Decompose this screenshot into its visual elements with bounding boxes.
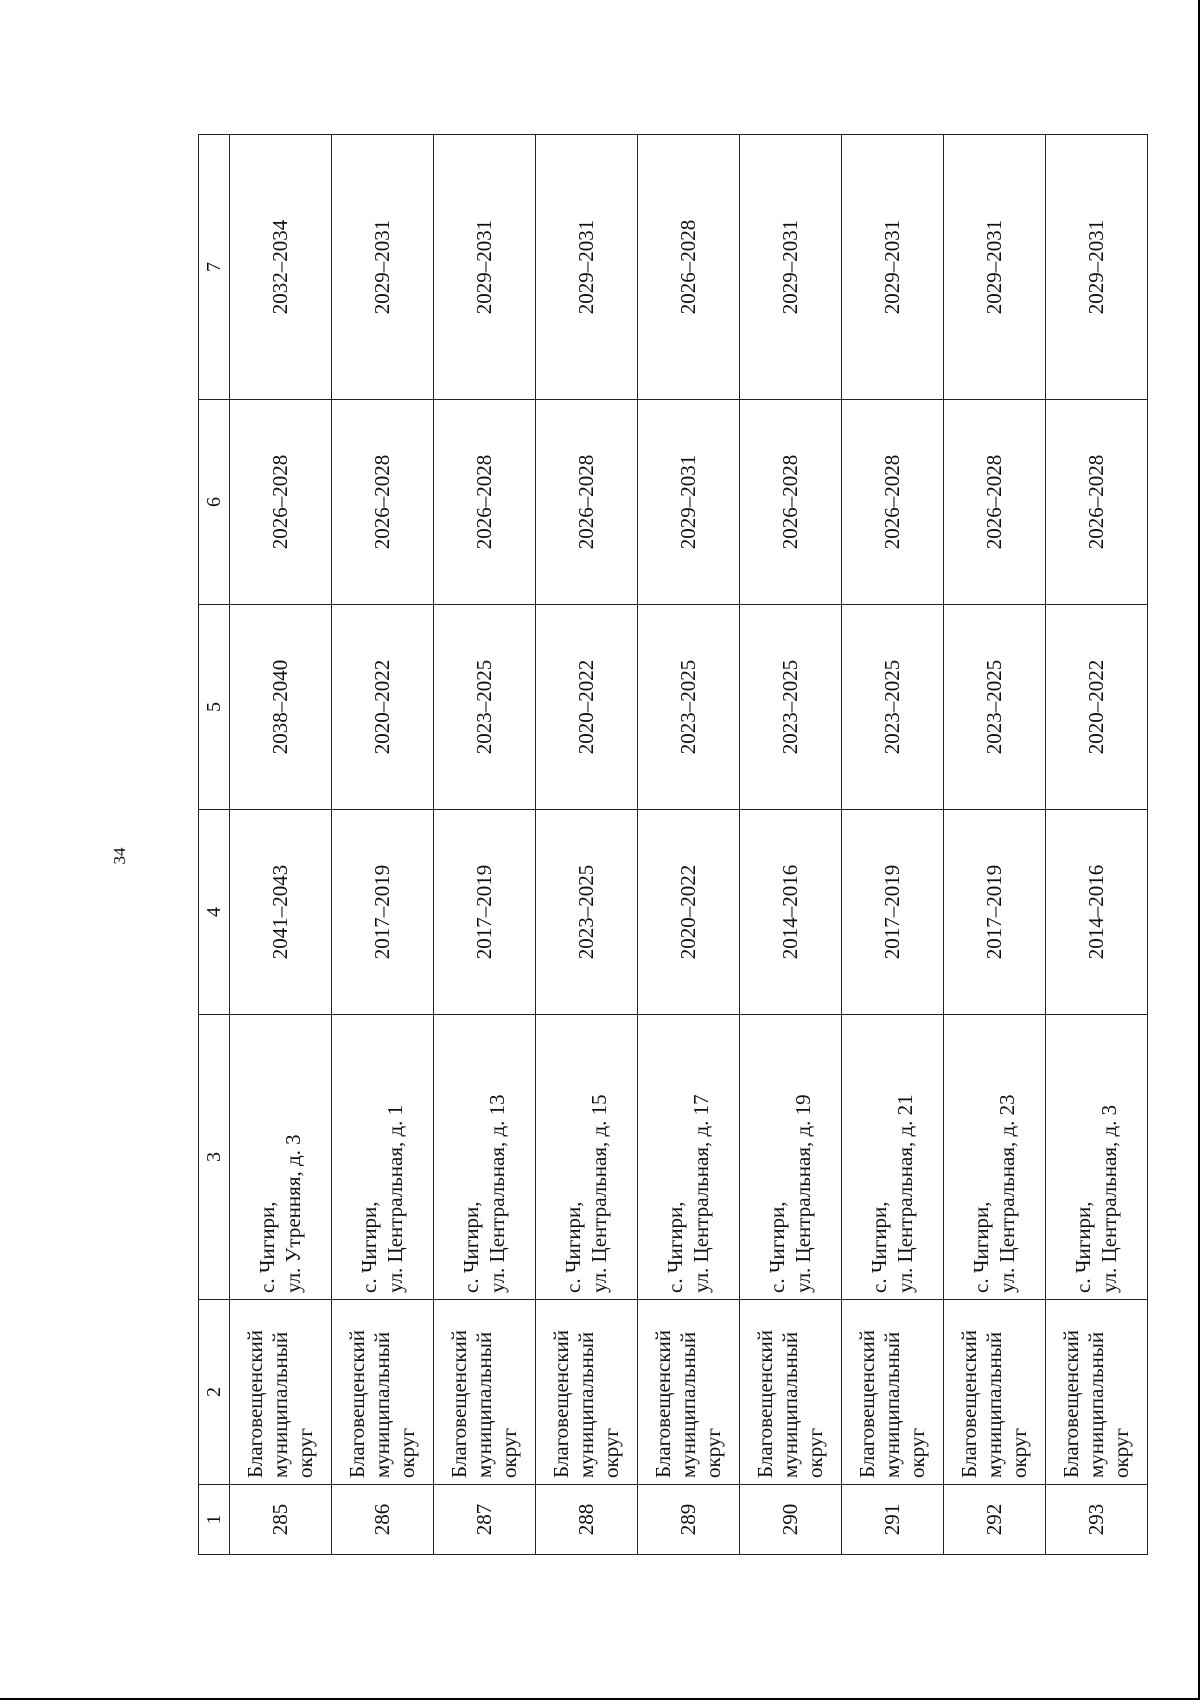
period-value: 2026–2028 xyxy=(573,454,598,550)
period-value: 2023–2025 xyxy=(471,659,496,755)
period-value: 2029–2031 xyxy=(471,219,496,315)
table-row xyxy=(434,135,536,1555)
period-cell-c7 xyxy=(638,135,740,400)
address-line: ул. Центральная, д. 3 xyxy=(1096,1104,1121,1293)
address-line: с. Чигири, xyxy=(867,1201,892,1293)
period-value: 2020–2022 xyxy=(573,659,598,755)
address-line: с. Чигири, xyxy=(357,1201,382,1293)
period-value: 2020–2022 xyxy=(675,864,700,960)
header-row xyxy=(199,135,230,1555)
district-cell xyxy=(230,1300,332,1485)
period-value: 2017–2019 xyxy=(879,864,904,960)
row-number: 291 xyxy=(879,1503,904,1536)
period-cell-c5 xyxy=(1046,605,1148,810)
address-line: с. Чигири, xyxy=(1071,1201,1096,1293)
address-cell xyxy=(638,1015,740,1300)
address-line: ул. Центральная, д. 13 xyxy=(484,1094,509,1293)
district-line: Благовещенский xyxy=(446,1329,471,1478)
row-number-cell xyxy=(638,1485,740,1555)
column-header: 3 xyxy=(199,1015,230,1300)
district-line: муниципальный xyxy=(879,1331,904,1478)
district-line: округ xyxy=(497,1427,522,1478)
address-line: с. Чигири, xyxy=(255,1201,280,1293)
column-header: 1 xyxy=(199,1485,230,1555)
period-value: 2017–2019 xyxy=(471,864,496,960)
table-row xyxy=(536,135,638,1555)
district-line: Благовещенский xyxy=(650,1329,675,1478)
address-line: с. Чигири, xyxy=(459,1201,484,1293)
row-number: 292 xyxy=(981,1503,1006,1536)
address-line: с. Чигири, xyxy=(969,1201,994,1293)
table-row xyxy=(332,135,434,1555)
period-cell-c7 xyxy=(230,135,332,400)
row-number: 288 xyxy=(573,1503,598,1536)
period-value: 2026–2028 xyxy=(981,454,1006,550)
period-cell-c7 xyxy=(740,135,842,400)
district-line: муниципальный xyxy=(471,1331,496,1478)
table-row xyxy=(842,135,944,1555)
period-cell-c4 xyxy=(740,810,842,1015)
period-cell-c5 xyxy=(638,605,740,810)
district-line: округ xyxy=(803,1427,828,1478)
district-line: округ xyxy=(395,1427,420,1478)
period-value: 2029–2031 xyxy=(369,219,394,315)
district-line: муниципальный xyxy=(267,1331,292,1478)
period-cell-c7 xyxy=(536,135,638,400)
district-line: Благовещенский xyxy=(242,1329,267,1478)
row-number: 293 xyxy=(1083,1503,1108,1536)
district-line: округ xyxy=(1109,1427,1134,1478)
row-number-cell xyxy=(944,1485,1046,1555)
period-cell-c6 xyxy=(842,400,944,605)
period-value: 2029–2031 xyxy=(879,219,904,315)
period-cell-c5 xyxy=(332,605,434,810)
period-value: 2029–2031 xyxy=(573,219,598,315)
period-cell-c4 xyxy=(842,810,944,1015)
period-cell-c6 xyxy=(434,400,536,605)
period-value: 2020–2022 xyxy=(1083,659,1108,755)
period-value: 2026–2028 xyxy=(675,219,700,315)
period-value: 2014–2016 xyxy=(1083,864,1108,960)
row-number: 286 xyxy=(369,1503,394,1536)
period-cell-c7 xyxy=(434,135,536,400)
period-cell-c7 xyxy=(332,135,434,400)
row-number: 289 xyxy=(675,1503,700,1536)
period-value: 2020–2022 xyxy=(369,659,394,755)
district-line: Благовещенский xyxy=(1058,1329,1083,1478)
address-cell xyxy=(1046,1015,1148,1300)
address-line: ул. Центральная, д. 19 xyxy=(790,1094,815,1293)
district-cell xyxy=(434,1300,536,1485)
district-line: Благовещенский xyxy=(548,1329,573,1478)
address-cell xyxy=(842,1015,944,1300)
period-value: 2023–2025 xyxy=(981,659,1006,755)
period-cell-c7 xyxy=(1046,135,1148,400)
district-line: муниципальный xyxy=(981,1331,1006,1478)
period-cell-c4 xyxy=(638,810,740,1015)
page-number-text: 34 xyxy=(110,847,129,865)
address-line: ул. Центральная, д. 23 xyxy=(994,1094,1019,1293)
column-header: 5 xyxy=(199,605,230,810)
district-line: муниципальный xyxy=(777,1331,802,1478)
address-line: с. Чигири, xyxy=(765,1201,790,1293)
period-cell-c4 xyxy=(230,810,332,1015)
address-line: с. Чигири, xyxy=(663,1201,688,1293)
period-cell-c5 xyxy=(230,605,332,810)
period-value: 2023–2025 xyxy=(879,659,904,755)
period-cell-c7 xyxy=(842,135,944,400)
period-cell-c4 xyxy=(434,810,536,1015)
address-line: ул. Центральная, д. 1 xyxy=(382,1104,407,1293)
column-header: 7 xyxy=(199,135,230,400)
table-row xyxy=(740,135,842,1555)
district-line: муниципальный xyxy=(369,1331,394,1478)
row-number-cell xyxy=(434,1485,536,1555)
period-value: 2026–2028 xyxy=(1083,454,1108,550)
period-cell-c6 xyxy=(1046,400,1148,605)
address-line: ул. Центральная, д. 21 xyxy=(892,1094,917,1293)
address-cell xyxy=(230,1015,332,1300)
district-line: округ xyxy=(599,1427,624,1478)
period-cell-c6 xyxy=(230,400,332,605)
period-cell-c7 xyxy=(944,135,1046,400)
period-value: 2026–2028 xyxy=(879,454,904,550)
district-cell xyxy=(638,1300,740,1485)
district-line: Благовещенский xyxy=(344,1329,369,1478)
period-cell-c4 xyxy=(1046,810,1148,1015)
district-cell xyxy=(842,1300,944,1485)
district-cell xyxy=(536,1300,638,1485)
period-cell-c5 xyxy=(740,605,842,810)
address-cell xyxy=(536,1015,638,1300)
district-line: округ xyxy=(1007,1427,1032,1478)
district-line: Благовещенский xyxy=(752,1329,777,1478)
period-cell-c5 xyxy=(842,605,944,810)
address-line: ул. Центральная, д. 15 xyxy=(586,1094,611,1293)
period-cell-c4 xyxy=(944,810,1046,1015)
row-number-cell xyxy=(230,1485,332,1555)
period-value: 2029–2031 xyxy=(1083,219,1108,315)
period-value: 2026–2028 xyxy=(369,454,394,550)
table-row xyxy=(944,135,1046,1555)
period-value: 2029–2031 xyxy=(777,219,802,315)
column-header: 6 xyxy=(199,400,230,605)
period-value: 2026–2028 xyxy=(267,454,292,550)
district-line: Благовещенский xyxy=(956,1329,981,1478)
period-value: 2032–2034 xyxy=(267,219,292,315)
period-cell-c5 xyxy=(536,605,638,810)
address-cell xyxy=(944,1015,1046,1300)
period-value: 2029–2031 xyxy=(675,454,700,550)
district-line: округ xyxy=(905,1427,930,1478)
period-cell-c6 xyxy=(944,400,1046,605)
row-number-cell xyxy=(1046,1485,1148,1555)
period-value: 2023–2025 xyxy=(675,659,700,755)
period-cell-c6 xyxy=(638,400,740,605)
address-cell xyxy=(332,1015,434,1300)
period-cell-c4 xyxy=(332,810,434,1015)
period-value: 2014–2016 xyxy=(777,864,802,960)
table-row xyxy=(638,135,740,1555)
table-row xyxy=(1046,135,1148,1555)
rotated-table-container xyxy=(198,135,1148,1555)
table-body xyxy=(230,135,1148,1555)
period-cell-c6 xyxy=(740,400,842,605)
district-line: муниципальный xyxy=(573,1331,598,1478)
period-value: 2026–2028 xyxy=(471,454,496,550)
district-line: муниципальный xyxy=(675,1331,700,1478)
table-row xyxy=(230,135,332,1555)
column-header: 4 xyxy=(199,810,230,1015)
address-line: ул. Утренняя, д. 3 xyxy=(280,1134,305,1293)
period-value: 2038–2040 xyxy=(267,659,292,755)
row-number-cell xyxy=(332,1485,434,1555)
address-line: ул. Центральная, д. 17 xyxy=(688,1094,713,1293)
period-value: 2029–2031 xyxy=(981,219,1006,315)
row-number: 287 xyxy=(471,1503,496,1536)
period-cell-c5 xyxy=(944,605,1046,810)
period-value: 2017–2019 xyxy=(369,864,394,960)
period-cell-c6 xyxy=(536,400,638,605)
district-cell xyxy=(740,1300,842,1485)
period-value: 2041–2043 xyxy=(267,864,292,960)
district-cell xyxy=(944,1300,1046,1485)
period-cell-c6 xyxy=(332,400,434,605)
row-number-cell xyxy=(740,1485,842,1555)
column-header: 2 xyxy=(199,1300,230,1485)
period-cell-c5 xyxy=(434,605,536,810)
address-cell xyxy=(434,1015,536,1300)
period-value: 2023–2025 xyxy=(777,659,802,755)
row-number: 285 xyxy=(267,1503,292,1536)
district-line: округ xyxy=(701,1427,726,1478)
row-number: 290 xyxy=(777,1503,802,1536)
district-line: Благовещенский xyxy=(854,1329,879,1478)
row-number-cell xyxy=(842,1485,944,1555)
address-line: с. Чигири, xyxy=(561,1201,586,1293)
period-value: 2026–2028 xyxy=(777,454,802,550)
period-value: 2017–2019 xyxy=(981,864,1006,960)
period-cell-c4 xyxy=(536,810,638,1015)
period-value: 2023–2025 xyxy=(573,864,598,960)
district-cell xyxy=(332,1300,434,1485)
district-cell xyxy=(1046,1300,1148,1485)
district-line: муниципальный xyxy=(1083,1331,1108,1478)
address-cell xyxy=(740,1015,842,1300)
district-line: округ xyxy=(293,1427,318,1478)
row-number-cell xyxy=(536,1485,638,1555)
schedule-table xyxy=(198,134,1148,1555)
